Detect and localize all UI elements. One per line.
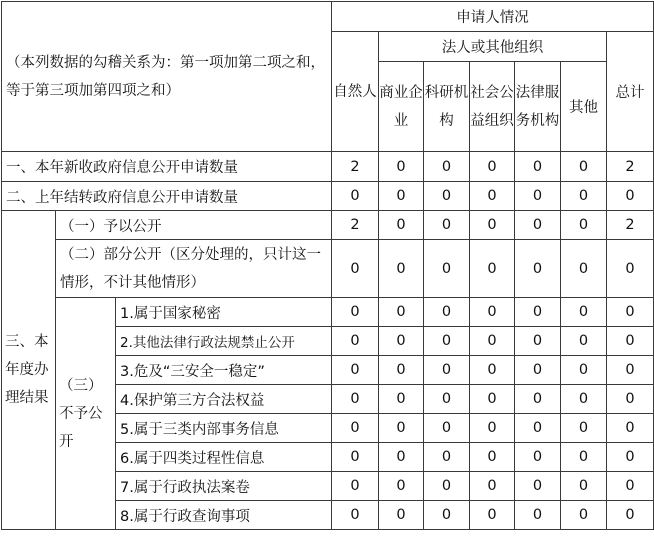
- table-cell: 0: [424, 443, 470, 472]
- table-cell: 0: [561, 414, 607, 443]
- law-service-header: 法律服务机构: [515, 62, 561, 152]
- natural-person-header: 自然人: [332, 32, 379, 152]
- table-cell: 0: [607, 414, 654, 443]
- table-cell: 0: [561, 443, 607, 472]
- row-carried-label: 二、上年结转政府信息公开申请数量: [2, 182, 332, 211]
- table-cell: 0: [424, 501, 470, 530]
- table-cell: 0: [515, 472, 561, 501]
- total-header: 总计: [607, 32, 654, 152]
- table-cell: 0: [332, 356, 379, 385]
- table-cell: 0: [424, 152, 470, 182]
- disclosure-table: [1, 1, 654, 530]
- table-cell: 0: [332, 501, 379, 530]
- table-cell: 0: [379, 152, 424, 182]
- table-cell: 2: [607, 211, 654, 240]
- table-cell: 0: [561, 211, 607, 240]
- table-cell: 0: [424, 240, 470, 298]
- table-cell: 0: [607, 385, 654, 414]
- table-cell: 0: [379, 182, 424, 211]
- table-cell: 0: [515, 211, 561, 240]
- table-cell: 0: [379, 443, 424, 472]
- row-deny-label: 3.危及“三安全一稳定”: [116, 356, 332, 385]
- table-cell: 0: [470, 182, 515, 211]
- social-header: 社会公益组织: [470, 62, 515, 152]
- applicant-header: 申请人情况: [332, 2, 654, 32]
- table-cell: 2: [332, 152, 379, 182]
- table-cell: 0: [515, 240, 561, 298]
- table-cell: 2: [332, 211, 379, 240]
- table-cell: 0: [470, 298, 515, 327]
- table-cell: 0: [470, 501, 515, 530]
- row-deny-label: 5.属于三类内部事务信息: [116, 414, 332, 443]
- table-cell: 0: [379, 356, 424, 385]
- header-note: （本列数据的勾稽关系为：第一项加第二项之和，等于第三项加第四项之和）: [6, 54, 325, 99]
- header-note-cell: [2, 2, 332, 152]
- table-cell: 0: [379, 327, 424, 356]
- result-group-label: 三、本年度办理结果: [2, 211, 56, 530]
- table-cell: 0: [607, 298, 654, 327]
- research-header: 科研机构: [424, 62, 470, 152]
- table-cell: 0: [332, 472, 379, 501]
- legal-group-header: 法人或其他组织: [379, 32, 607, 62]
- table-cell: 0: [332, 240, 379, 298]
- table-cell: 0: [470, 472, 515, 501]
- table-cell: 0: [424, 356, 470, 385]
- table-cell: 0: [424, 211, 470, 240]
- table-cell: 0: [561, 327, 607, 356]
- table-cell: 0: [607, 472, 654, 501]
- table-cell: 0: [332, 414, 379, 443]
- table-cell: 0: [424, 472, 470, 501]
- table-cell: 0: [515, 501, 561, 530]
- table-cell: 0: [332, 443, 379, 472]
- other-header: 其他: [561, 62, 607, 152]
- table-cell: 0: [470, 385, 515, 414]
- table-cell: 0: [515, 385, 561, 414]
- table-cell: 0: [561, 298, 607, 327]
- table-cell: 0: [470, 356, 515, 385]
- row-deny-label: 6.属于四类过程性信息: [116, 443, 332, 472]
- table-cell: 2: [607, 152, 654, 182]
- table-cell: 0: [332, 385, 379, 414]
- table-cell: 0: [515, 182, 561, 211]
- table-cell: 0: [607, 356, 654, 385]
- table-cell: 0: [379, 385, 424, 414]
- table-cell: 0: [515, 443, 561, 472]
- row-grant-label: （一）予以公开: [56, 211, 332, 240]
- row-new-label: 一、本年新收政府信息公开申请数量: [2, 152, 332, 182]
- table-cell: 0: [515, 327, 561, 356]
- row-deny-label: 4.保护第三方合法权益: [116, 385, 332, 414]
- table-cell: 0: [424, 182, 470, 211]
- table-cell: 0: [515, 414, 561, 443]
- deny-group-label: （三）不予公开: [56, 298, 116, 530]
- table-cell: 0: [561, 356, 607, 385]
- table-cell: 0: [332, 298, 379, 327]
- business-header: 商业企业: [379, 62, 424, 152]
- table-cell: 0: [470, 152, 515, 182]
- table-cell: 0: [470, 240, 515, 298]
- row-deny-label: 8.属于行政查询事项: [116, 501, 332, 530]
- table-cell: 0: [561, 152, 607, 182]
- table-cell: 0: [332, 182, 379, 211]
- table-cell: 0: [561, 385, 607, 414]
- table-cell: 0: [561, 501, 607, 530]
- table-cell: 0: [470, 414, 515, 443]
- row-partial-label: （二）部分公开（区分处理的，只计这一情形，不计其他情形）: [56, 240, 332, 298]
- row-deny-label: 7.属于行政执法案卷: [116, 472, 332, 501]
- table-cell: 0: [515, 152, 561, 182]
- table-cell: 0: [607, 327, 654, 356]
- table-cell: 0: [424, 298, 470, 327]
- table-cell: 0: [379, 211, 424, 240]
- table-cell: 0: [515, 298, 561, 327]
- table-cell: 0: [607, 182, 654, 211]
- table-cell: 0: [379, 472, 424, 501]
- table-cell: 0: [470, 211, 515, 240]
- table-cell: 0: [379, 414, 424, 443]
- table-cell: 0: [470, 327, 515, 356]
- table-cell: 0: [561, 182, 607, 211]
- table-cell: 0: [561, 240, 607, 298]
- table-cell: 0: [607, 443, 654, 472]
- table-cell: 0: [379, 240, 424, 298]
- table-cell: 0: [515, 356, 561, 385]
- table-cell: 0: [470, 443, 515, 472]
- table-cell: 0: [332, 327, 379, 356]
- table-cell: 0: [424, 327, 470, 356]
- table-cell: 0: [424, 385, 470, 414]
- table-cell: 0: [379, 501, 424, 530]
- table-cell: 0: [379, 298, 424, 327]
- table-cell: 0: [424, 414, 470, 443]
- table-cell: 0: [561, 472, 607, 501]
- table-cell: 0: [607, 501, 654, 530]
- row-deny-label: 2.其他法律行政法规禁止公开: [116, 327, 332, 356]
- row-deny-label: 1.属于国家秘密: [116, 298, 332, 327]
- table-cell: 0: [607, 240, 654, 298]
